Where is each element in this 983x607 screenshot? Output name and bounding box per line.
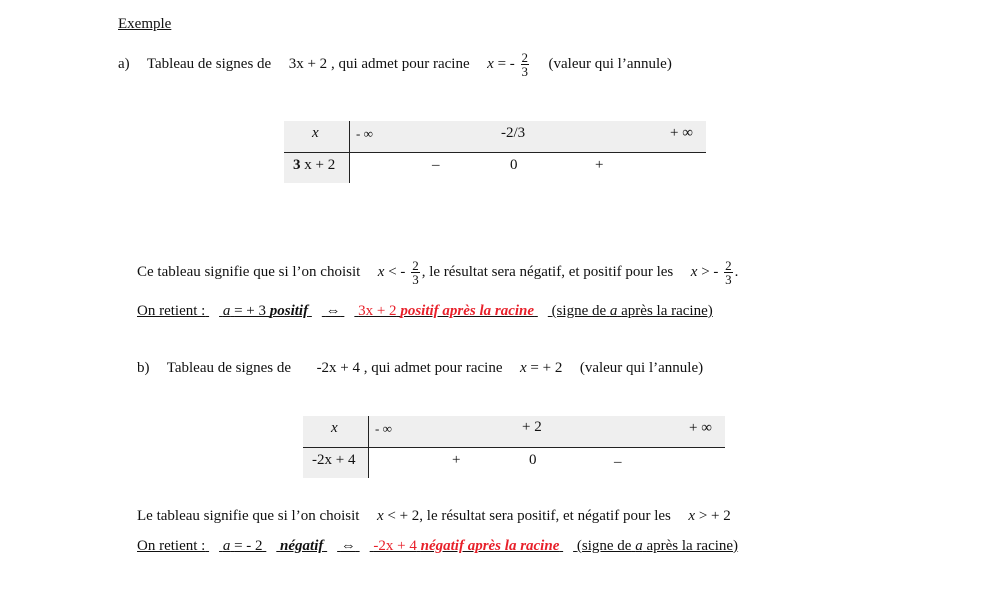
part-b-intro xyxy=(137,360,703,377)
sign-table-a xyxy=(284,121,706,183)
part-a-label: a) xyxy=(118,55,130,72)
sign-table-b xyxy=(303,416,725,478)
meaning-a-gt: > - xyxy=(701,263,719,280)
retient-b-value: = - 2 xyxy=(234,538,263,554)
table-a-sign-right: + xyxy=(595,157,604,173)
part-a-expr: 3x + 2 xyxy=(288,55,328,72)
part-b-root-eq: = + 2 xyxy=(530,360,563,376)
equivalence-icon: ⇔ xyxy=(325,303,341,319)
retient-a-paren-post: après la racine) xyxy=(621,303,713,319)
retient-b-var: a xyxy=(222,538,231,554)
heading: Exemple xyxy=(118,16,172,32)
fraction-numerator: 2 xyxy=(521,50,529,65)
table-a-root: -2/3 xyxy=(501,125,526,141)
table-a-zero: 0 xyxy=(510,157,518,173)
table-b-sign-right: – xyxy=(614,454,622,470)
retient-b-paren-pre: (signe de xyxy=(576,538,632,554)
meaning-a-var: x xyxy=(377,263,385,280)
table-a-minus-infinity: - ∞ xyxy=(356,126,373,141)
part-b-expr: -2x + 4 xyxy=(316,360,361,376)
table-b-zero: 0 xyxy=(529,452,537,468)
table-b-row-label: -2x + 4 xyxy=(312,452,356,468)
part-a-meaning xyxy=(137,259,738,286)
table-b-minus-infinity: - ∞ xyxy=(375,421,392,436)
meaning-a-end: . xyxy=(734,263,739,280)
part-b-root-var: x xyxy=(519,360,527,376)
equivalence-icon: ⇔ xyxy=(340,538,356,554)
table-a-sign-left: – xyxy=(432,157,440,173)
meaning-a-mid: , le résultat sera négatif, et positif pour les xyxy=(421,263,674,280)
retient-a-expr: 3x + 2 xyxy=(358,303,397,319)
retient-b-paren-post: après la racine) xyxy=(646,538,739,554)
fraction-denominator: 3 xyxy=(521,64,529,79)
meaning-b-gt: > + 2 xyxy=(698,508,731,524)
retient-a-word: positif xyxy=(269,303,309,319)
part-a-intro xyxy=(118,51,672,78)
part-a-intro-post: (valeur qui l’annule) xyxy=(548,55,672,72)
part-b-intro-pre: Tableau de signes de xyxy=(166,360,292,376)
retient-a-value: = + 3 xyxy=(234,303,266,319)
retient-b-word: négatif xyxy=(280,538,324,554)
part-b-label: b) xyxy=(137,360,150,376)
retient-a-paren-var: a xyxy=(609,303,618,319)
table-a-header-x: x xyxy=(312,125,319,141)
part-a-root-fraction xyxy=(521,51,530,78)
meaning-b-var: x xyxy=(376,508,384,524)
part-b-meaning xyxy=(137,508,731,525)
part-b-retient xyxy=(137,538,738,555)
retient-a-paren-pre: (signe de xyxy=(551,303,607,319)
part-a-intro-mid: , qui admet pour racine xyxy=(330,55,470,72)
table-a-row-label: 3 x + 2 xyxy=(293,157,336,173)
part-a-root-eq: = - xyxy=(497,55,515,72)
retient-a-red: positif après la racine xyxy=(400,303,535,319)
meaning-b-var-2: x xyxy=(688,508,696,524)
table-b-root: + 2 xyxy=(522,419,542,435)
table-a-plus-infinity: + ∞ xyxy=(670,125,693,141)
retient-b-red: négatif après la racine xyxy=(420,538,560,554)
meaning-a-text: Ce tableau signifie que si l’on choisit xyxy=(137,263,361,280)
meaning-a-var-2: x xyxy=(690,263,698,280)
retient-b-expr: -2x + 4 xyxy=(373,538,417,554)
table-b-sign-left: + xyxy=(452,452,461,468)
meaning-a-lt: < - xyxy=(388,263,406,280)
part-b-intro-mid: , qui admet pour racine xyxy=(363,360,503,376)
part-a-retient xyxy=(137,303,713,320)
meaning-b-text: Le tableau signifie que si l’on choisit xyxy=(137,508,360,524)
table-b-plus-infinity: + ∞ xyxy=(689,420,712,436)
retient-b-label: On retient : xyxy=(137,538,206,554)
part-a-root-var: x xyxy=(487,55,494,72)
table-b-header-x: x xyxy=(331,420,338,436)
meaning-a-fraction-2: $\frac{2}{3}$ xyxy=(725,258,732,287)
meaning-b-lt: < + 2, le résultat sera positif, et négatif pour les xyxy=(387,508,671,524)
retient-a-label: On retient : xyxy=(137,303,206,319)
retient-a-var: a xyxy=(222,303,231,319)
part-a-intro-pre: Tableau de signes de xyxy=(146,55,272,72)
retient-b-paren-var: a xyxy=(635,538,643,554)
part-b-intro-post: (valeur qui l’annule) xyxy=(579,360,704,376)
meaning-a-fraction-1: $\frac{2}{3}$ xyxy=(412,258,419,287)
